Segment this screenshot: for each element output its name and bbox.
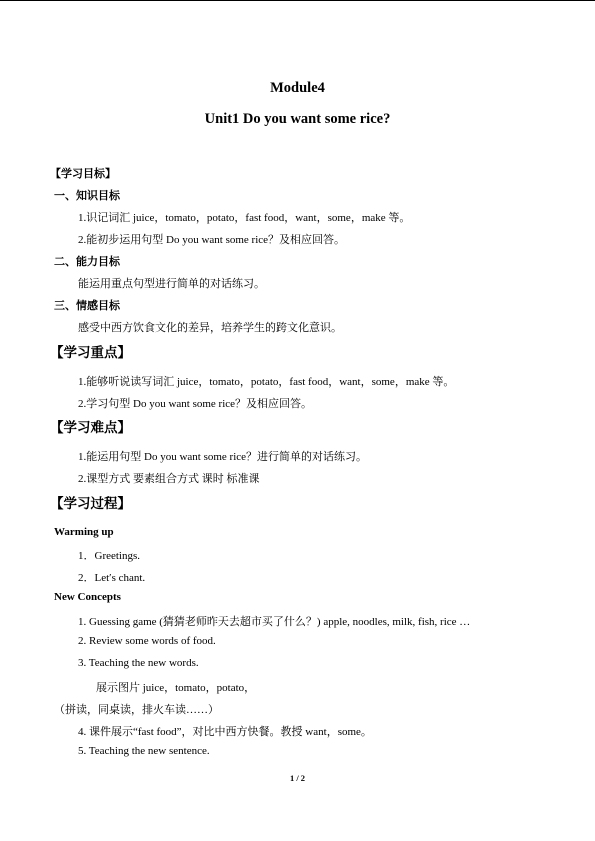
difficulties-heading: 【学习难点】 [50, 420, 131, 436]
process-heading: 【学习过程】 [50, 496, 131, 512]
module-title: Module4 [270, 80, 325, 96]
objectives-heading: 【学习目标】 [50, 167, 116, 180]
warming-up-heading: Warming up [54, 526, 114, 538]
knowledge-objectives-heading: 一、知识目标 [54, 189, 120, 202]
key-points-heading: 【学习重点】 [50, 345, 131, 361]
top-rule-line [0, 0, 595, 1]
warming-up-item-1: 1．Greetings. [78, 550, 141, 562]
new-concepts-item-5: 5. Teaching the new sentence. [78, 745, 210, 757]
new-concepts-item-3-sub-2: （拼读，同桌读，排火车读……） [54, 704, 219, 716]
unit-title: Unit1 Do you want some rice? [204, 111, 391, 127]
ability-objectives-heading: 二、能力目标 [54, 255, 120, 268]
new-concepts-item-3-sub-1: 展示图片 juice，tomato，potato， [96, 682, 256, 694]
key-point-2: 2.学习句型 Do you want some rice？及相应回答。 [78, 398, 313, 410]
emotion-objective-1: 感受中西方饮食文化的差异，培养学生的跨文化意识。 [78, 322, 342, 334]
new-concepts-item-2: 2. Review some words of food. [78, 635, 216, 647]
emotion-objectives-heading: 三、情感目标 [54, 299, 120, 312]
ability-objective-1: 能运用重点句型进行简单的对话练习。 [78, 278, 265, 290]
new-concepts-heading: New Concepts [54, 591, 121, 603]
key-point-1: 1.能够听说读写词汇 juice，tomato，potato，fast food，want，some，make 等。 [78, 376, 455, 388]
new-concepts-item-3: 3. Teaching the new words. [78, 657, 199, 669]
new-concepts-item-4: 4. 课件展示“fast food”，对比中西方快餐。教授 want，some。 [78, 726, 372, 738]
difficulty-2: 2.课型方式 要素组合方式 课时 标准课 [78, 473, 260, 485]
difficulty-1: 1.能运用句型 Do you want some rice？进行简单的对话练习。 [78, 451, 368, 463]
warming-up-item-2: 2．Let′s chant. [78, 572, 146, 584]
new-concepts-item-1: 1. Guessing game (猜猜老师昨天去超市买了什么？) apple, noodles, milk, fish, rice … [78, 616, 471, 628]
page-number: 1 / 2 [289, 773, 306, 783]
knowledge-objective-1: 1.识记词汇 juice，tomato，potato，fast food，want，some，make 等。 [78, 212, 411, 224]
knowledge-objective-2: 2.能初步运用句型 Do you want some rice？及相应回答。 [78, 234, 346, 246]
